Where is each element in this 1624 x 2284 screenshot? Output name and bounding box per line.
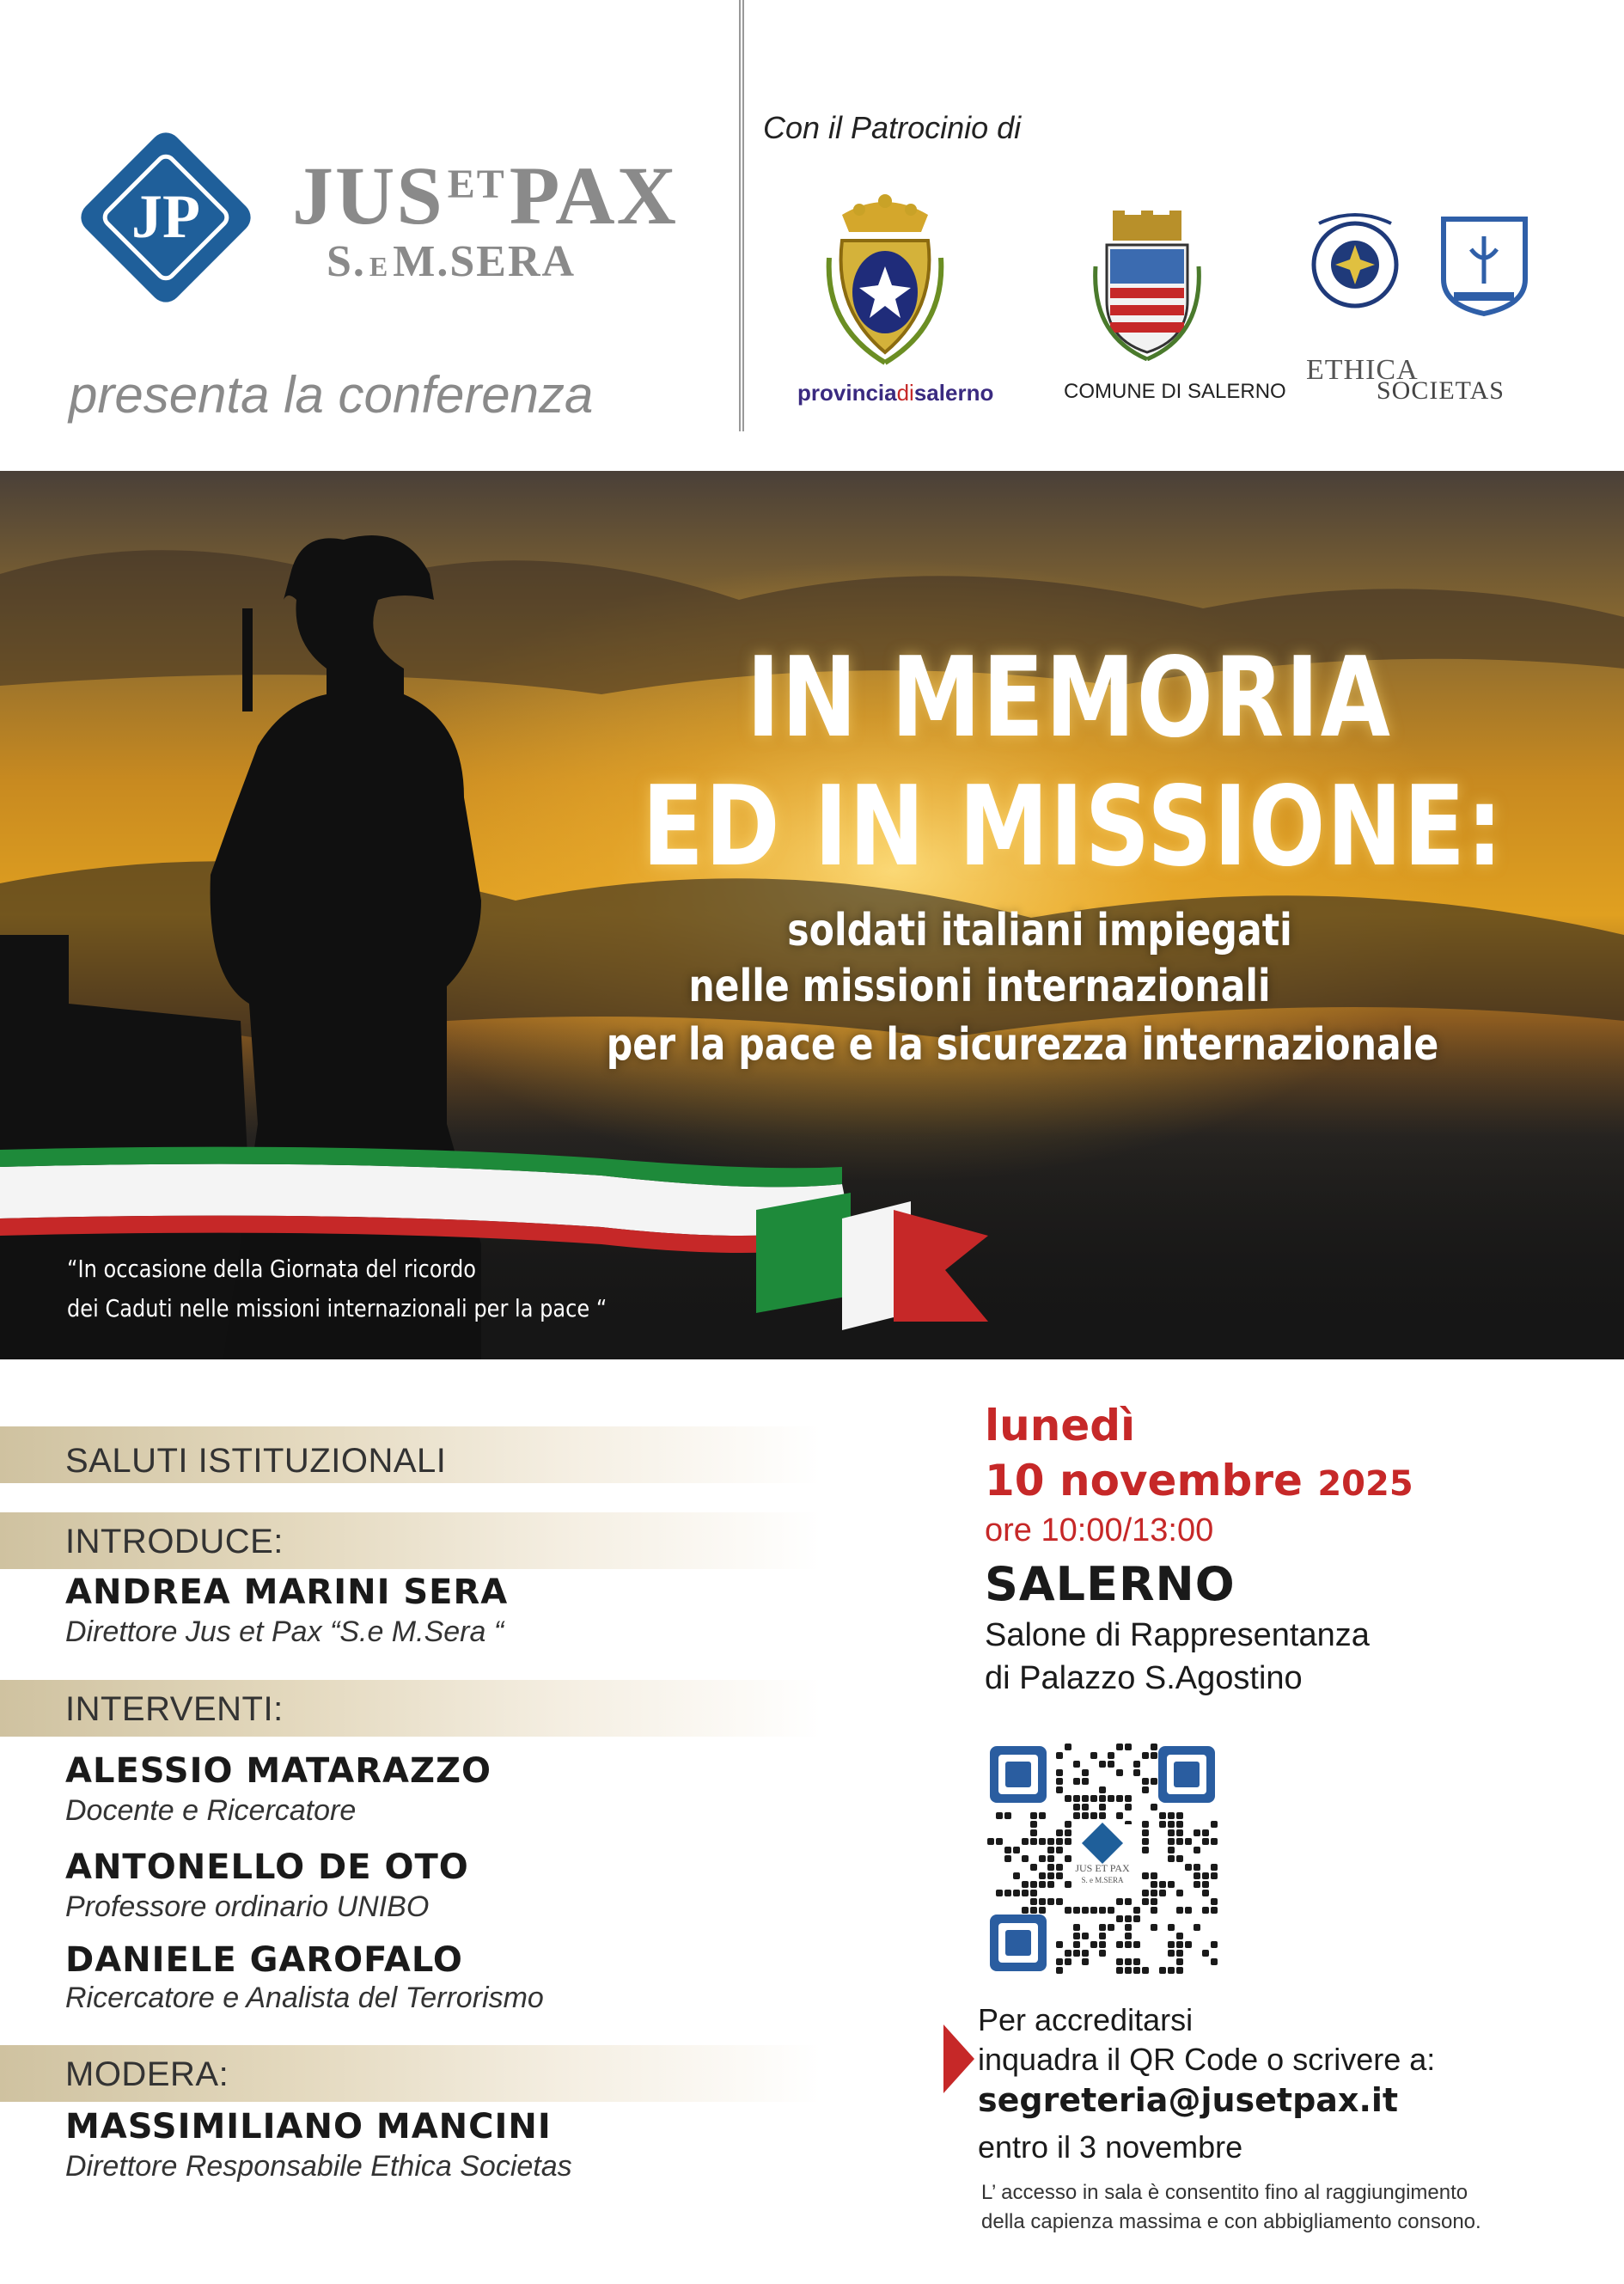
speaker-role: Direttore Jus et Pax “S.e M.Sera “: [65, 1615, 504, 1648]
qr-module: [1133, 1761, 1140, 1768]
qr-module: [1099, 1761, 1106, 1768]
qr-module: [1030, 1821, 1037, 1828]
qr-module: [1056, 1786, 1063, 1793]
qr-module: [996, 1838, 1003, 1845]
qr-module: [1211, 1907, 1218, 1914]
qr-module: [1013, 1872, 1020, 1879]
qr-module: [1082, 1795, 1089, 1802]
qr-module: [1211, 1838, 1218, 1845]
qr-module: [1176, 1838, 1183, 1845]
qr-module: [1125, 1924, 1132, 1931]
qr-module: [1065, 1950, 1071, 1957]
qr-module: [1159, 1890, 1166, 1896]
qr-module: [1168, 1812, 1175, 1819]
qr-module: [1082, 1933, 1089, 1939]
qr-module: [1151, 1778, 1157, 1785]
qr-module: [1047, 1855, 1054, 1862]
qr-module: [1116, 1744, 1123, 1750]
section-introduce: INTRODUCE:: [65, 1523, 284, 1560]
moderator-role: Direttore Responsabile Ethica Societas: [65, 2150, 572, 2183]
qr-module: [1116, 1795, 1123, 1802]
qr-module: [1047, 1872, 1054, 1879]
qr-module: [996, 1812, 1003, 1819]
qr-module: [1125, 1804, 1132, 1811]
registration-email-link[interactable]: segreteria@jusetpax.it: [978, 2081, 1399, 2119]
qr-module: [1073, 1812, 1080, 1819]
qr-module: [1133, 1941, 1140, 1948]
societas-label: SOCIETAS: [1377, 376, 1505, 405]
qr-module: [1004, 1855, 1011, 1862]
qr-module: [1151, 1898, 1157, 1905]
speaker-name: ANDREA MARINI SERA: [65, 1573, 509, 1612]
subtitle-line-3: per la pace e la sicurezza internazionale: [606, 1019, 1439, 1071]
qr-module: [1133, 1915, 1140, 1922]
qr-module: [1073, 1933, 1080, 1939]
qr-module: [1065, 1855, 1071, 1862]
qr-module: [1056, 1898, 1063, 1905]
qr-module: [1039, 1907, 1046, 1914]
qr-module: [1090, 1795, 1097, 1802]
qr-module: [1151, 1890, 1157, 1896]
qr-module: [1142, 1847, 1149, 1853]
qr-module: [1185, 1907, 1192, 1914]
qr-module: [1022, 1907, 1029, 1914]
qr-module: [1108, 1907, 1114, 1914]
qr-module: [1125, 1795, 1132, 1802]
qr-module: [1159, 1821, 1166, 1828]
ethica-label: ETHICA: [1306, 354, 1419, 386]
qr-module: [1176, 1907, 1183, 1914]
qr-module: [1056, 1752, 1063, 1759]
brand-subtitle: S. EM.SERA: [327, 237, 577, 286]
qr-module: [1099, 1933, 1106, 1939]
qr-module: [1125, 1898, 1132, 1905]
qr-module: [1073, 1924, 1080, 1931]
qr-module: [1194, 1847, 1200, 1853]
qr-module: [1125, 1958, 1132, 1965]
qr-module: [1056, 1967, 1063, 1974]
qr-module: [1176, 1950, 1183, 1957]
qr-module: [1022, 1881, 1029, 1888]
qr-module: [1047, 1838, 1054, 1845]
qr-module: [1142, 1752, 1149, 1759]
qr-module: [1065, 1907, 1071, 1914]
unione-insigniti-emblem: [1302, 206, 1409, 318]
event-date: 10 novembre 2025: [985, 1456, 1413, 1505]
qr-module: [1073, 1941, 1080, 1948]
qr-module: [1142, 1786, 1149, 1793]
qr-module: [1176, 1958, 1183, 1965]
qr-module: [1056, 1872, 1063, 1879]
venue-line-1: Salone di Rappresentanza: [985, 1617, 1370, 1653]
qr-module: [1065, 1838, 1071, 1845]
qr-module: [1082, 1769, 1089, 1776]
qr-module: [1073, 1778, 1080, 1785]
subtitle-line-2: nelle missioni internazionali: [688, 961, 1271, 1012]
qr-module: [1022, 1855, 1029, 1862]
qr-module: [1056, 1941, 1063, 1948]
presenta-label: presenta la conferenza: [69, 366, 594, 424]
qr-module: [1039, 1881, 1046, 1888]
qr-module: [1039, 1872, 1046, 1879]
qr-module: [1082, 1778, 1089, 1785]
qr-module: [1108, 1761, 1114, 1768]
red-arrow-icon: [943, 2024, 974, 2093]
qr-module: [1030, 1890, 1037, 1896]
qr-module: [1056, 1778, 1063, 1785]
qr-module: [1090, 1752, 1097, 1759]
qr-module: [1073, 1761, 1080, 1768]
qr-module: [1194, 1881, 1200, 1888]
qr-module: [1030, 1864, 1037, 1871]
provincia-salerno-label: provinciadisalerno: [797, 380, 994, 406]
qr-module: [1099, 1924, 1106, 1931]
qr-module: [1133, 1958, 1140, 1965]
qr-module: [1125, 1915, 1132, 1922]
qr-module: [1073, 1907, 1080, 1914]
svg-text:JUS ET PAX: JUS ET PAX: [1075, 1862, 1130, 1874]
qr-module: [1090, 1941, 1097, 1948]
qr-module: [987, 1838, 994, 1845]
quote-line-2: dei Caduti nelle missioni internazionali per la pace “: [67, 1294, 607, 1322]
qr-module: [1142, 1778, 1149, 1785]
qr-module: [1099, 1941, 1106, 1948]
speaker-name: ANTONELLO DE OTO: [65, 1847, 469, 1887]
qr-module: [1211, 1872, 1218, 1879]
qr-module: [1022, 1890, 1029, 1896]
qr-module: [1047, 1881, 1054, 1888]
qr-module: [1176, 1941, 1183, 1948]
qr-module: [1142, 1829, 1149, 1836]
qr-module: [1125, 1941, 1132, 1948]
section-interventi: INTERVENTI:: [65, 1690, 284, 1728]
qr-module: [1159, 1967, 1166, 1974]
qr-module: [1125, 1967, 1132, 1974]
jus-et-pax-logo: [76, 127, 256, 308]
qr-module: [1013, 1847, 1020, 1853]
qr-module: [1176, 1967, 1183, 1974]
qr-module: [1108, 1752, 1114, 1759]
qr-module: [1168, 1950, 1175, 1957]
header-divider: [739, 0, 744, 431]
qr-module: [1082, 1950, 1089, 1957]
qr-module: [1108, 1795, 1114, 1802]
event-time: ore 10:00/13:00: [985, 1512, 1214, 1548]
qr-module: [1030, 1881, 1037, 1888]
qr-module: [1047, 1847, 1054, 1853]
qr-module: [1039, 1838, 1046, 1845]
qr-module: [1151, 1881, 1157, 1888]
svg-text:JP: JP: [131, 182, 200, 251]
qr-module: [1142, 1838, 1149, 1845]
qr-module: [1116, 1898, 1123, 1905]
qr-module: [1211, 1898, 1218, 1905]
qr-module: [1194, 1872, 1200, 1879]
venue-line-2: di Palazzo S.Agostino: [985, 1660, 1303, 1696]
qr-module: [1133, 1907, 1140, 1914]
section-modera: MODERA:: [65, 2055, 229, 2093]
qr-module: [1168, 1881, 1175, 1888]
header: [0, 0, 1624, 471]
qr-module: [1004, 1890, 1011, 1896]
qr-module: [1194, 1924, 1200, 1931]
qr-module: [1202, 1907, 1209, 1914]
title-line-1: IN MEMORIA: [747, 634, 1392, 762]
comune-salerno-emblem: [1091, 206, 1203, 361]
qr-module: [1082, 1907, 1089, 1914]
qr-module: [1065, 1821, 1071, 1828]
subtitle-line-1: soldati italiani impiegati: [787, 905, 1292, 956]
qr-module: [1151, 1872, 1157, 1879]
qr-module: [1056, 1829, 1063, 1836]
event-city: SALERNO: [985, 1557, 1236, 1611]
qr-module: [1082, 1958, 1089, 1965]
qr-module: [1176, 1812, 1183, 1819]
qr-module: [1185, 1838, 1192, 1845]
qr-module: [1056, 1958, 1063, 1965]
event-year: 2025: [1317, 1464, 1413, 1504]
qr-module: [1108, 1924, 1114, 1931]
qr-module: [1090, 1907, 1097, 1914]
qr-module: [1168, 1924, 1175, 1931]
polizia-locale-emblem: [1435, 211, 1534, 318]
qr-module: [1151, 1924, 1157, 1931]
section-saluti: SALUTI ISTITUZIONALI: [65, 1442, 447, 1480]
moderator-name: MASSIMILIANO MANCINI: [65, 2107, 552, 2147]
qr-module: [1056, 1769, 1063, 1776]
registration-line-1: Per accreditarsi: [978, 2002, 1194, 2037]
qr-module: [1099, 1795, 1106, 1802]
title-line-2: ED IN MISSIONE:: [641, 763, 1504, 891]
qr-module: [1082, 1812, 1089, 1819]
qr-module: [1116, 1967, 1123, 1974]
qr-module: [1142, 1890, 1149, 1896]
qr-module: [1099, 1786, 1106, 1793]
qr-module: [1065, 1829, 1071, 1836]
qr-module: [1047, 1864, 1054, 1871]
hero-banner: [0, 471, 1624, 1359]
qr-module: [1116, 1769, 1123, 1776]
qr-module: [1073, 1950, 1080, 1957]
qr-module: [1176, 1933, 1183, 1939]
qr-module: [1168, 1821, 1175, 1828]
qr-module: [1211, 1864, 1218, 1871]
qr-module: [1030, 1812, 1037, 1819]
qr-module: [1030, 1898, 1037, 1905]
qr-module: [1065, 1744, 1071, 1750]
qr-module: [1065, 1795, 1071, 1802]
speaker-role: Professore ordinario UNIBO: [65, 1890, 430, 1923]
qr-module: [1159, 1881, 1166, 1888]
qr-module: [1211, 1821, 1218, 1828]
qr-module: [1125, 1933, 1132, 1939]
qr-module: [1142, 1872, 1149, 1879]
qr-module: [1202, 1838, 1209, 1845]
qr-module: [1099, 1812, 1106, 1819]
qr-module: [1211, 1941, 1218, 1948]
qr-module: [1065, 1958, 1071, 1965]
qr-module: [1056, 1864, 1063, 1871]
qr-module: [1142, 1898, 1149, 1905]
qr-module: [1176, 1829, 1183, 1836]
qr-module: [1151, 1907, 1157, 1914]
qr-module: [1116, 1958, 1123, 1965]
qr-module: [996, 1890, 1003, 1896]
qr-module: [1168, 1847, 1175, 1853]
qr-module: [1022, 1838, 1029, 1845]
brand-title: $JUS^{ET}PAX$: [292, 150, 678, 241]
qr-module: [1030, 1829, 1037, 1836]
qr-module: [1151, 1804, 1157, 1811]
qr-module: [1151, 1744, 1157, 1750]
qr-module: [1004, 1812, 1011, 1819]
comune-salerno-label: COMUNE DI SALERNO: [1064, 380, 1286, 403]
qr-module: [1211, 1958, 1218, 1965]
qr-module: [1073, 1795, 1080, 1802]
qr-module: [1082, 1804, 1089, 1811]
qr-module: [1202, 1950, 1209, 1957]
qr-module: [1202, 1872, 1209, 1879]
qr-module: [1168, 1855, 1175, 1862]
qr-module: [1168, 1967, 1175, 1974]
patrocinio-label: Con il Patrocinio di: [763, 110, 1022, 145]
registration-qr-code[interactable]: [986, 1743, 1218, 1975]
qr-module: [1056, 1847, 1063, 1853]
speaker-name: DANIELE GAROFALO: [65, 1940, 463, 1980]
qr-module: [1185, 1941, 1192, 1948]
qr-module: [1039, 1812, 1046, 1819]
qr-module: [1056, 1838, 1063, 1845]
qr-module: [1099, 1907, 1106, 1914]
qr-module: [1116, 1915, 1123, 1922]
access-note-line-1: L’ accesso in sala è consentito fino al raggiungimento: [981, 2181, 1468, 2204]
qr-module: [1090, 1812, 1097, 1819]
qr-module: [1030, 1838, 1037, 1845]
qr-module: [1073, 1804, 1080, 1811]
qr-module: [1168, 1838, 1175, 1845]
qr-module: [1030, 1907, 1037, 1914]
qr-module: [1047, 1898, 1054, 1905]
qr-module: [1194, 1864, 1200, 1871]
qr-module: [1133, 1769, 1140, 1776]
qr-module: [1013, 1890, 1020, 1896]
event-day: lunedì: [985, 1401, 1136, 1450]
qr-module: [1194, 1829, 1200, 1836]
access-note-line-2: della capienza massima e con abbigliamento consono.: [981, 2210, 1481, 2233]
qr-module: [1004, 1847, 1011, 1853]
qr-module: [1039, 1898, 1046, 1905]
qr-module: [1142, 1821, 1149, 1828]
qr-module: [1151, 1752, 1157, 1759]
provincia-salerno-emblem: [825, 180, 945, 365]
registration-line-2: inquadra il QR Code o scrivere a:: [978, 2042, 1436, 2077]
registration-deadline: entro il 3 novembre: [978, 2129, 1243, 2165]
qr-module: [1099, 1804, 1106, 1811]
quote-line-1: “In occasione della Giornata del ricordo: [67, 1255, 476, 1283]
qr-module: [1168, 1829, 1175, 1836]
qr-module: [1116, 1941, 1123, 1948]
qr-module: [1176, 1890, 1183, 1896]
qr-module: [1099, 1950, 1106, 1957]
qr-module: [1202, 1829, 1209, 1836]
qr-module: [1185, 1864, 1192, 1871]
qr-module: [1202, 1890, 1209, 1896]
speaker-name: ALESSIO MATARAZZO: [65, 1751, 491, 1791]
svg-text:S. e M.SERA: S. e M.SERA: [1081, 1876, 1124, 1884]
speaker-role: Ricercatore e Analista del Terrorismo: [65, 1982, 544, 2014]
qr-module: [1125, 1744, 1132, 1750]
qr-module: [1116, 1812, 1123, 1819]
qr-module: [1168, 1941, 1175, 1948]
qr-module: [1133, 1967, 1140, 1974]
qr-module: [1039, 1855, 1046, 1862]
qr-module: [1159, 1812, 1166, 1819]
qr-module: [1202, 1881, 1209, 1888]
qr-module: [1176, 1855, 1183, 1862]
speaker-role: Docente e Ricercatore: [65, 1794, 357, 1827]
qr-module: [1065, 1881, 1071, 1888]
qr-module: [1142, 1967, 1149, 1974]
qr-module: [1176, 1821, 1183, 1828]
